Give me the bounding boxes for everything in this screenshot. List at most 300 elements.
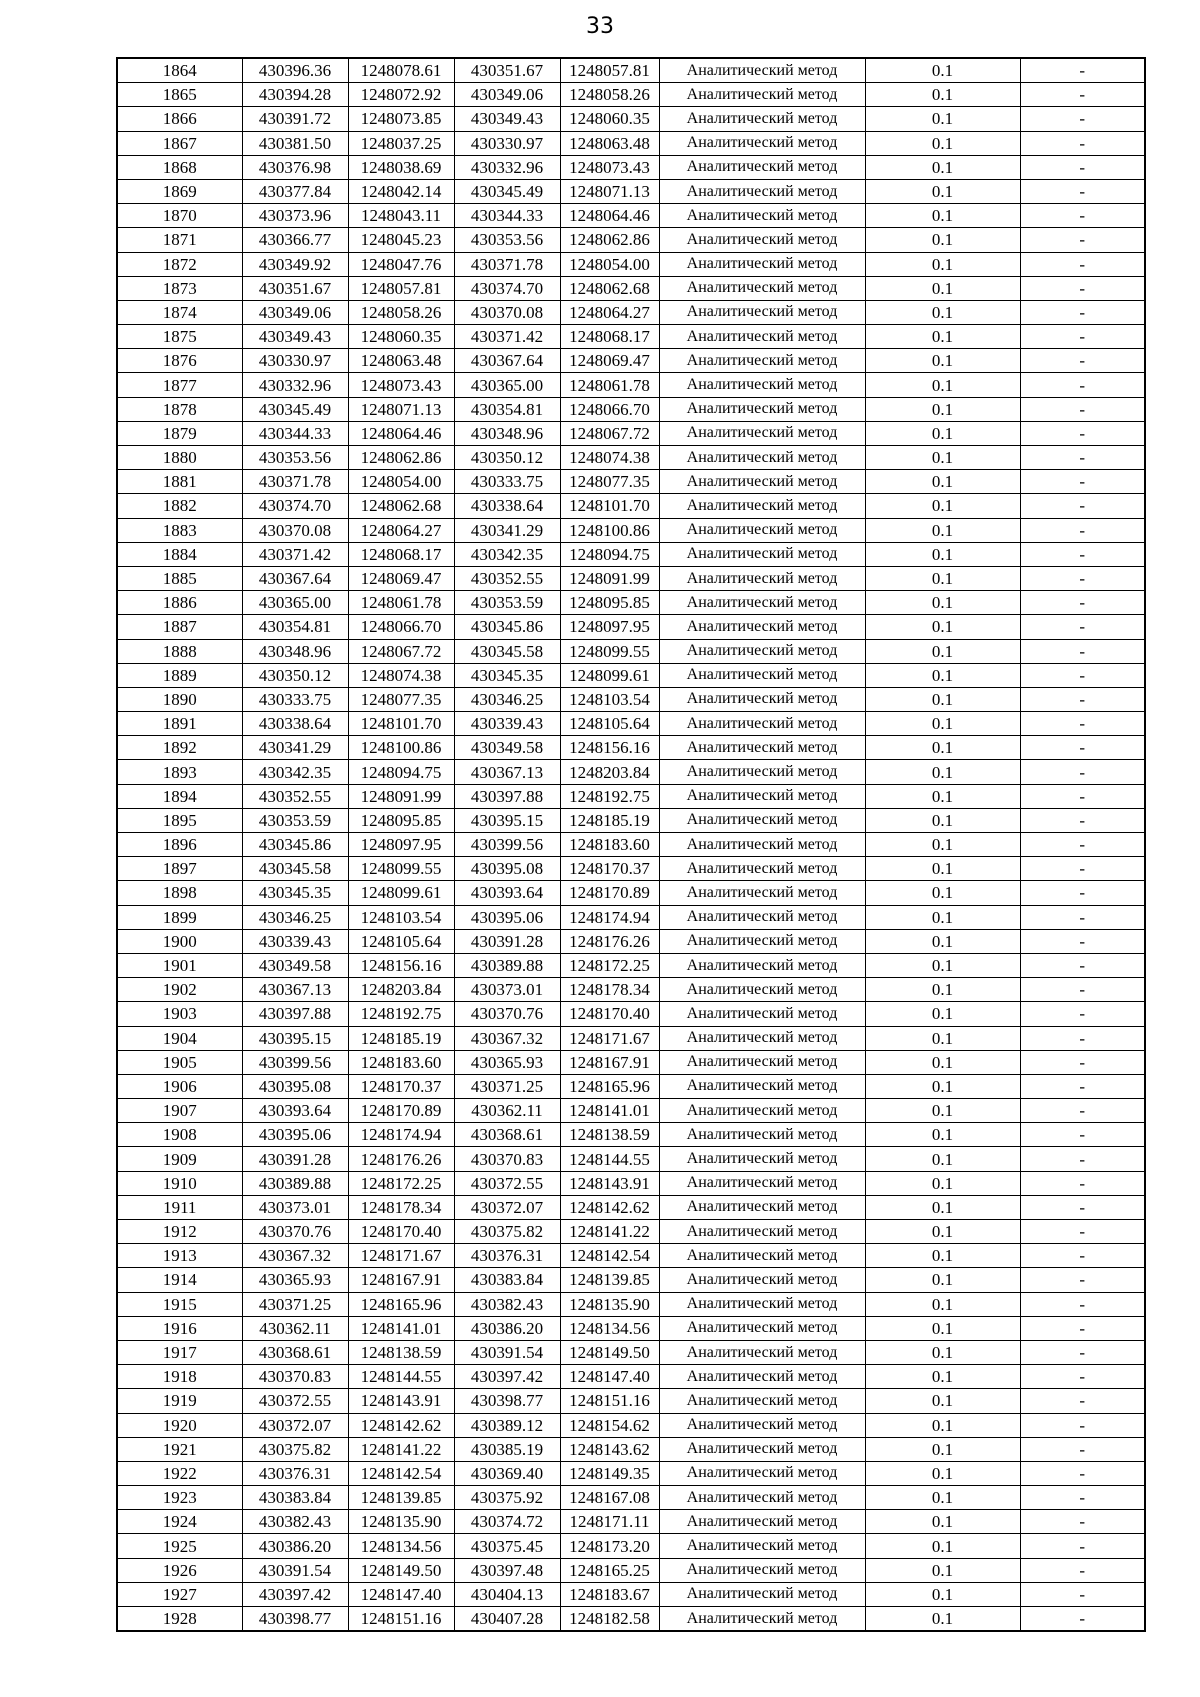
accuracy-cell: 0.1 (865, 1244, 1020, 1268)
point-number-cell: 1924 (117, 1510, 242, 1534)
y-start-cell: 1248144.55 (348, 1365, 454, 1389)
method-cell: Аналитический метод (659, 1534, 865, 1558)
x-start-cell: 430344.33 (242, 421, 348, 445)
note-cell: - (1020, 1292, 1145, 1316)
y-start-cell: 1248103.54 (348, 905, 454, 929)
y-start-cell: 1248138.59 (348, 1340, 454, 1364)
method-cell: Аналитический метод (659, 300, 865, 324)
y-start-cell: 1248071.13 (348, 397, 454, 421)
table-row (117, 397, 1145, 421)
y-start-cell: 1248142.54 (348, 1461, 454, 1485)
accuracy-cell: 0.1 (865, 1534, 1020, 1558)
x-end-cell: 430339.43 (454, 712, 560, 736)
y-end-cell: 1248143.62 (560, 1437, 659, 1461)
accuracy-cell: 0.1 (865, 953, 1020, 977)
method-cell: Аналитический метод (659, 1292, 865, 1316)
y-start-cell: 1248100.86 (348, 736, 454, 760)
point-number-cell: 1926 (117, 1558, 242, 1582)
method-cell: Аналитический метод (659, 421, 865, 445)
y-end-cell: 1248156.16 (560, 736, 659, 760)
table-row (117, 1268, 1145, 1292)
point-number-cell: 1910 (117, 1171, 242, 1195)
y-start-cell: 1248172.25 (348, 1171, 454, 1195)
x-start-cell: 430341.29 (242, 736, 348, 760)
x-start-cell: 430354.81 (242, 615, 348, 639)
x-start-cell: 430366.77 (242, 228, 348, 252)
x-end-cell: 430393.64 (454, 881, 560, 905)
note-cell: - (1020, 155, 1145, 179)
table-row (117, 1147, 1145, 1171)
x-end-cell: 430372.07 (454, 1195, 560, 1219)
accuracy-cell: 0.1 (865, 978, 1020, 1002)
x-start-cell: 430386.20 (242, 1534, 348, 1558)
note-cell: - (1020, 131, 1145, 155)
table-row (117, 446, 1145, 470)
y-start-cell: 1248095.85 (348, 808, 454, 832)
table-row (117, 1582, 1145, 1606)
y-start-cell: 1248170.37 (348, 1074, 454, 1098)
x-end-cell: 430386.20 (454, 1316, 560, 1340)
accuracy-cell: 0.1 (865, 566, 1020, 590)
x-end-cell: 430399.56 (454, 833, 560, 857)
point-number-cell: 1919 (117, 1389, 242, 1413)
note-cell: - (1020, 228, 1145, 252)
x-start-cell: 430377.84 (242, 179, 348, 203)
x-end-cell: 430397.48 (454, 1558, 560, 1582)
x-end-cell: 430375.82 (454, 1220, 560, 1244)
x-end-cell: 430353.59 (454, 591, 560, 615)
table-row (117, 1050, 1145, 1074)
x-end-cell: 430369.40 (454, 1461, 560, 1485)
x-start-cell: 430345.49 (242, 397, 348, 421)
accuracy-cell: 0.1 (865, 1316, 1020, 1340)
x-end-cell: 430389.12 (454, 1413, 560, 1437)
table-row (117, 1195, 1145, 1219)
note-cell: - (1020, 1389, 1145, 1413)
table-row (117, 542, 1145, 566)
table-row (117, 1099, 1145, 1123)
y-end-cell: 1248099.61 (560, 663, 659, 687)
x-end-cell: 430375.45 (454, 1534, 560, 1558)
table-row (117, 833, 1145, 857)
x-start-cell: 430351.67 (242, 276, 348, 300)
x-start-cell: 430373.01 (242, 1195, 348, 1219)
method-cell: Аналитический метод (659, 204, 865, 228)
accuracy-cell: 0.1 (865, 325, 1020, 349)
table-row (117, 1461, 1145, 1485)
y-end-cell: 1248171.11 (560, 1510, 659, 1534)
accuracy-cell: 0.1 (865, 687, 1020, 711)
x-end-cell: 430354.81 (454, 397, 560, 421)
x-end-cell: 430385.19 (454, 1437, 560, 1461)
y-end-cell: 1248165.96 (560, 1074, 659, 1098)
x-start-cell: 430381.50 (242, 131, 348, 155)
point-number-cell: 1907 (117, 1099, 242, 1123)
note-cell: - (1020, 1316, 1145, 1340)
note-cell: - (1020, 349, 1145, 373)
point-number-cell: 1911 (117, 1195, 242, 1219)
y-start-cell: 1248149.50 (348, 1558, 454, 1582)
x-end-cell: 430404.13 (454, 1582, 560, 1606)
point-number-cell: 1912 (117, 1220, 242, 1244)
x-start-cell: 430376.31 (242, 1461, 348, 1485)
method-cell: Аналитический метод (659, 349, 865, 373)
y-start-cell: 1248139.85 (348, 1486, 454, 1510)
y-end-cell: 1248182.58 (560, 1607, 659, 1632)
accuracy-cell: 0.1 (865, 1074, 1020, 1098)
y-start-cell: 1248142.62 (348, 1413, 454, 1437)
method-cell: Аналитический метод (659, 1171, 865, 1195)
point-number-cell: 1864 (117, 58, 242, 83)
accuracy-cell: 0.1 (865, 1292, 1020, 1316)
note-cell: - (1020, 1413, 1145, 1437)
x-start-cell: 430397.42 (242, 1582, 348, 1606)
table-row (117, 1244, 1145, 1268)
method-cell: Аналитический метод (659, 107, 865, 131)
y-start-cell: 1248064.27 (348, 518, 454, 542)
note-cell: - (1020, 1195, 1145, 1219)
x-start-cell: 430368.61 (242, 1340, 348, 1364)
x-start-cell: 430370.08 (242, 518, 348, 542)
table-row (117, 929, 1145, 953)
y-end-cell: 1248147.40 (560, 1365, 659, 1389)
point-number-cell: 1875 (117, 325, 242, 349)
x-start-cell: 430395.15 (242, 1026, 348, 1050)
table-row (117, 349, 1145, 373)
table-row (117, 470, 1145, 494)
y-start-cell: 1248105.64 (348, 929, 454, 953)
y-end-cell: 1248069.47 (560, 349, 659, 373)
method-cell: Аналитический метод (659, 228, 865, 252)
x-start-cell: 430397.88 (242, 1002, 348, 1026)
accuracy-cell: 0.1 (865, 1147, 1020, 1171)
point-number-cell: 1925 (117, 1534, 242, 1558)
accuracy-cell: 0.1 (865, 1437, 1020, 1461)
accuracy-cell: 0.1 (865, 542, 1020, 566)
y-end-cell: 1248058.26 (560, 83, 659, 107)
y-start-cell: 1248170.89 (348, 1099, 454, 1123)
point-number-cell: 1876 (117, 349, 242, 373)
note-cell: - (1020, 325, 1145, 349)
x-start-cell: 430332.96 (242, 373, 348, 397)
point-number-cell: 1868 (117, 155, 242, 179)
note-cell: - (1020, 252, 1145, 276)
x-end-cell: 430383.84 (454, 1268, 560, 1292)
point-number-cell: 1913 (117, 1244, 242, 1268)
method-cell: Аналитический метод (659, 1123, 865, 1147)
accuracy-cell: 0.1 (865, 107, 1020, 131)
y-end-cell: 1248178.34 (560, 978, 659, 1002)
note-cell: - (1020, 179, 1145, 203)
method-cell: Аналитический метод (659, 131, 865, 155)
table-row (117, 712, 1145, 736)
x-start-cell: 430350.12 (242, 663, 348, 687)
y-start-cell: 1248185.19 (348, 1026, 454, 1050)
x-end-cell: 430391.54 (454, 1340, 560, 1364)
note-cell: - (1020, 566, 1145, 590)
y-start-cell: 1248047.76 (348, 252, 454, 276)
x-end-cell: 430338.64 (454, 494, 560, 518)
y-end-cell: 1248142.54 (560, 1244, 659, 1268)
point-number-cell: 1900 (117, 929, 242, 953)
x-end-cell: 430330.97 (454, 131, 560, 155)
y-start-cell: 1248094.75 (348, 760, 454, 784)
x-end-cell: 430351.67 (454, 58, 560, 83)
y-start-cell: 1248099.55 (348, 857, 454, 881)
y-end-cell: 1248143.91 (560, 1171, 659, 1195)
method-cell: Аналитический метод (659, 687, 865, 711)
y-end-cell: 1248054.00 (560, 252, 659, 276)
accuracy-cell: 0.1 (865, 300, 1020, 324)
accuracy-cell: 0.1 (865, 808, 1020, 832)
y-end-cell: 1248091.99 (560, 566, 659, 590)
x-end-cell: 430391.28 (454, 929, 560, 953)
note-cell: - (1020, 421, 1145, 445)
y-end-cell: 1248062.86 (560, 228, 659, 252)
note-cell: - (1020, 784, 1145, 808)
point-number-cell: 1898 (117, 881, 242, 905)
y-end-cell: 1248099.55 (560, 639, 659, 663)
y-start-cell: 1248043.11 (348, 204, 454, 228)
point-number-cell: 1890 (117, 687, 242, 711)
y-start-cell: 1248078.61 (348, 58, 454, 83)
x-end-cell: 430345.49 (454, 179, 560, 203)
table-row (117, 760, 1145, 784)
x-start-cell: 430398.77 (242, 1607, 348, 1632)
y-end-cell: 1248073.43 (560, 155, 659, 179)
y-start-cell: 1248097.95 (348, 833, 454, 857)
y-start-cell: 1248170.40 (348, 1220, 454, 1244)
point-number-cell: 1883 (117, 518, 242, 542)
y-start-cell: 1248147.40 (348, 1582, 454, 1606)
x-start-cell: 430370.83 (242, 1365, 348, 1389)
y-start-cell: 1248062.68 (348, 494, 454, 518)
accuracy-cell: 0.1 (865, 421, 1020, 445)
y-end-cell: 1248183.60 (560, 833, 659, 857)
y-end-cell: 1248170.37 (560, 857, 659, 881)
method-cell: Аналитический метод (659, 978, 865, 1002)
y-start-cell: 1248057.81 (348, 276, 454, 300)
x-end-cell: 430371.78 (454, 252, 560, 276)
method-cell: Аналитический метод (659, 58, 865, 83)
point-number-cell: 1869 (117, 179, 242, 203)
table-row (117, 179, 1145, 203)
table-row (117, 1123, 1145, 1147)
note-cell: - (1020, 615, 1145, 639)
y-start-cell: 1248063.48 (348, 349, 454, 373)
accuracy-cell: 0.1 (865, 784, 1020, 808)
accuracy-cell: 0.1 (865, 1389, 1020, 1413)
x-start-cell: 430365.93 (242, 1268, 348, 1292)
y-start-cell: 1248067.72 (348, 639, 454, 663)
table-row (117, 953, 1145, 977)
method-cell: Аналитический метод (659, 591, 865, 615)
accuracy-cell: 0.1 (865, 1268, 1020, 1292)
x-end-cell: 430367.32 (454, 1026, 560, 1050)
method-cell: Аналитический метод (659, 1510, 865, 1534)
y-start-cell: 1248134.56 (348, 1534, 454, 1558)
x-start-cell: 430349.92 (242, 252, 348, 276)
x-end-cell: 430346.25 (454, 687, 560, 711)
table-row (117, 736, 1145, 760)
accuracy-cell: 0.1 (865, 252, 1020, 276)
method-cell: Аналитический метод (659, 833, 865, 857)
y-end-cell: 1248063.48 (560, 131, 659, 155)
note-cell: - (1020, 1558, 1145, 1582)
note-cell: - (1020, 58, 1145, 83)
y-end-cell: 1248203.84 (560, 760, 659, 784)
accuracy-cell: 0.1 (865, 228, 1020, 252)
y-end-cell: 1248101.70 (560, 494, 659, 518)
y-start-cell: 1248101.70 (348, 712, 454, 736)
y-start-cell: 1248174.94 (348, 1123, 454, 1147)
table-row (117, 518, 1145, 542)
x-end-cell: 430349.58 (454, 736, 560, 760)
accuracy-cell: 0.1 (865, 712, 1020, 736)
point-number-cell: 1916 (117, 1316, 242, 1340)
table-row (117, 1026, 1145, 1050)
note-cell: - (1020, 204, 1145, 228)
x-end-cell: 430372.55 (454, 1171, 560, 1195)
x-end-cell: 430395.15 (454, 808, 560, 832)
method-cell: Аналитический метод (659, 1582, 865, 1606)
x-start-cell: 430391.54 (242, 1558, 348, 1582)
method-cell: Аналитический метод (659, 1340, 865, 1364)
accuracy-cell: 0.1 (865, 446, 1020, 470)
accuracy-cell: 0.1 (865, 663, 1020, 687)
accuracy-cell: 0.1 (865, 518, 1020, 542)
method-cell: Аналитический метод (659, 325, 865, 349)
note-cell: - (1020, 1486, 1145, 1510)
point-number-cell: 1895 (117, 808, 242, 832)
point-number-cell: 1884 (117, 542, 242, 566)
point-number-cell: 1886 (117, 591, 242, 615)
method-cell: Аналитический метод (659, 1486, 865, 1510)
y-end-cell: 1248154.62 (560, 1413, 659, 1437)
x-end-cell: 430344.33 (454, 204, 560, 228)
page-number: 33 (586, 14, 614, 39)
x-end-cell: 430353.56 (454, 228, 560, 252)
accuracy-cell: 0.1 (865, 929, 1020, 953)
y-start-cell: 1248068.17 (348, 542, 454, 566)
y-start-cell: 1248178.34 (348, 1195, 454, 1219)
method-cell: Аналитический метод (659, 663, 865, 687)
note-cell: - (1020, 929, 1145, 953)
x-start-cell: 430389.88 (242, 1171, 348, 1195)
y-start-cell: 1248062.86 (348, 446, 454, 470)
accuracy-cell: 0.1 (865, 857, 1020, 881)
y-end-cell: 1248142.62 (560, 1195, 659, 1219)
x-start-cell: 430375.82 (242, 1437, 348, 1461)
x-start-cell: 430373.96 (242, 204, 348, 228)
method-cell: Аналитический метод (659, 1074, 865, 1098)
point-number-cell: 1915 (117, 1292, 242, 1316)
method-cell: Аналитический метод (659, 1558, 865, 1582)
table-row (117, 1002, 1145, 1026)
method-cell: Аналитический метод (659, 252, 865, 276)
y-end-cell: 1248064.27 (560, 300, 659, 324)
point-number-cell: 1899 (117, 905, 242, 929)
x-start-cell: 430342.35 (242, 760, 348, 784)
table-row (117, 373, 1145, 397)
table-row (117, 1510, 1145, 1534)
table-row (117, 1074, 1145, 1098)
note-cell: - (1020, 1147, 1145, 1171)
x-start-cell: 430396.36 (242, 58, 348, 83)
note-cell: - (1020, 881, 1145, 905)
point-number-cell: 1909 (117, 1147, 242, 1171)
method-cell: Аналитический метод (659, 373, 865, 397)
x-end-cell: 430345.58 (454, 639, 560, 663)
method-cell: Аналитический метод (659, 1461, 865, 1485)
coordinates-table (116, 57, 1146, 1632)
accuracy-cell: 0.1 (865, 1171, 1020, 1195)
table-row (117, 1558, 1145, 1582)
table-row (117, 639, 1145, 663)
y-start-cell: 1248203.84 (348, 978, 454, 1002)
point-number-cell: 1908 (117, 1123, 242, 1147)
x-end-cell: 430370.08 (454, 300, 560, 324)
y-end-cell: 1248174.94 (560, 905, 659, 929)
method-cell: Аналитический метод (659, 639, 865, 663)
y-start-cell: 1248066.70 (348, 615, 454, 639)
accuracy-cell: 0.1 (865, 833, 1020, 857)
y-start-cell: 1248037.25 (348, 131, 454, 155)
method-cell: Аналитический метод (659, 566, 865, 590)
y-end-cell: 1248057.81 (560, 58, 659, 83)
method-cell: Аналитический метод (659, 1437, 865, 1461)
y-start-cell: 1248135.90 (348, 1510, 454, 1534)
accuracy-cell: 0.1 (865, 1123, 1020, 1147)
note-cell: - (1020, 1607, 1145, 1632)
method-cell: Аналитический метод (659, 1607, 865, 1632)
y-end-cell: 1248149.35 (560, 1461, 659, 1485)
y-start-cell: 1248061.78 (348, 591, 454, 615)
y-start-cell: 1248054.00 (348, 470, 454, 494)
y-end-cell: 1248105.64 (560, 712, 659, 736)
accuracy-cell: 0.1 (865, 470, 1020, 494)
point-number-cell: 1892 (117, 736, 242, 760)
point-number-cell: 1906 (117, 1074, 242, 1098)
x-end-cell: 430395.08 (454, 857, 560, 881)
method-cell: Аналитический метод (659, 1389, 865, 1413)
note-cell: - (1020, 397, 1145, 421)
x-end-cell: 430371.25 (454, 1074, 560, 1098)
note-cell: - (1020, 1026, 1145, 1050)
point-number-cell: 1905 (117, 1050, 242, 1074)
method-cell: Аналитический метод (659, 1195, 865, 1219)
method-cell: Аналитический метод (659, 446, 865, 470)
x-start-cell: 430391.72 (242, 107, 348, 131)
y-end-cell: 1248167.91 (560, 1050, 659, 1074)
method-cell: Аналитический метод (659, 1220, 865, 1244)
y-start-cell: 1248151.16 (348, 1607, 454, 1632)
note-cell: - (1020, 1050, 1145, 1074)
y-end-cell: 1248165.25 (560, 1558, 659, 1582)
y-end-cell: 1248173.20 (560, 1534, 659, 1558)
table-row (117, 663, 1145, 687)
x-start-cell: 430345.58 (242, 857, 348, 881)
y-start-cell: 1248042.14 (348, 179, 454, 203)
table-row (117, 978, 1145, 1002)
accuracy-cell: 0.1 (865, 1607, 1020, 1632)
x-end-cell: 430367.13 (454, 760, 560, 784)
note-cell: - (1020, 1510, 1145, 1534)
method-cell: Аналитический метод (659, 83, 865, 107)
point-number-cell: 1894 (117, 784, 242, 808)
y-end-cell: 1248066.70 (560, 397, 659, 421)
x-start-cell: 430330.97 (242, 349, 348, 373)
